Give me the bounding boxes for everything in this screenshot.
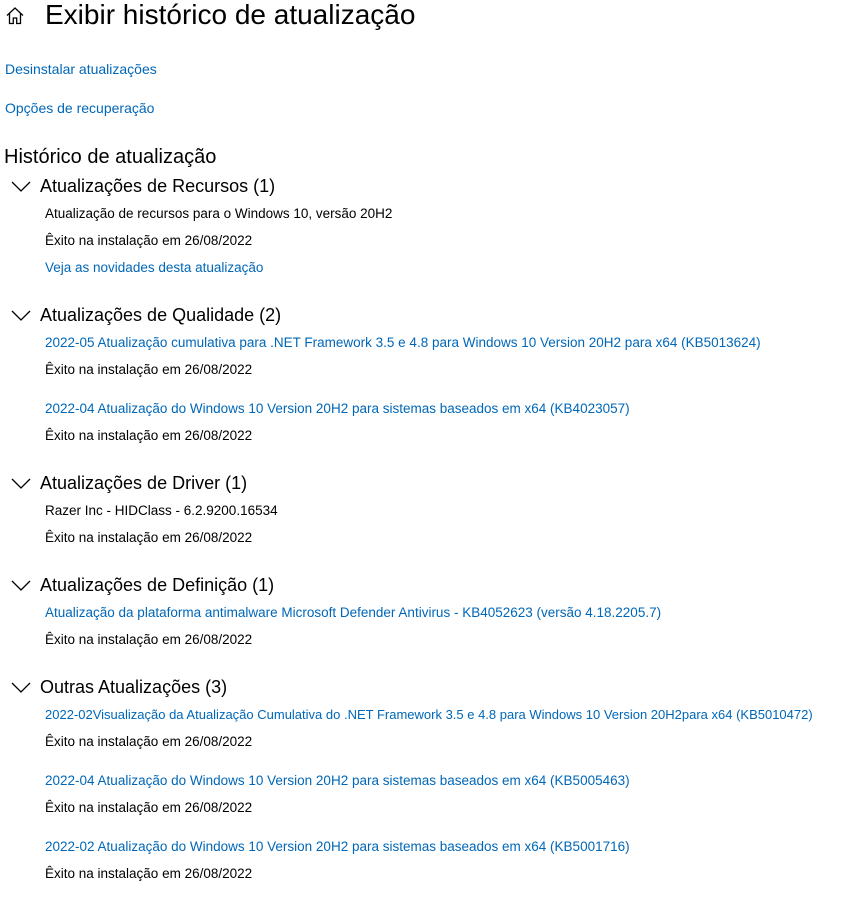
update-status: Êxito na instalação em 26/08/2022	[45, 530, 253, 545]
update-status: Êxito na instalação em 26/08/2022	[45, 233, 253, 248]
recovery-options-link[interactable]: Opções de recuperação	[5, 100, 155, 116]
update-link[interactable]: Atualização da plataforma antimalware Microsoft Defender Antivirus - KB4052623 (versão 4.18.2205.7)	[45, 605, 662, 620]
group-header-feature-updates[interactable]	[10, 174, 410, 198]
update-link[interactable]: 2022-04 Atualização do Windows 10 Version 20H2 para sistemas baseados em x64 (KB4023057)	[45, 401, 630, 416]
group-header-definition-updates[interactable]	[10, 573, 410, 597]
chevron-down-icon	[10, 178, 32, 194]
history-section-title: Histórico de atualização	[4, 146, 217, 168]
group-title: Atualizações de Definição (1)	[40, 575, 275, 595]
update-status: Êxito na instalação em 26/08/2022	[45, 362, 253, 377]
group-title: Atualizações de Qualidade (2)	[40, 305, 282, 325]
chevron-down-icon	[10, 475, 32, 491]
page-title: Exibir histórico de atualização	[45, 0, 416, 30]
update-status: Êxito na instalação em 26/08/2022	[45, 866, 253, 881]
update-status: Êxito na instalação em 26/08/2022	[45, 632, 253, 647]
update-link[interactable]: 2022-02 Atualização do Windows 10 Version 20H2 para sistemas baseados em x64 (KB5001716)	[45, 839, 630, 854]
chevron-down-icon	[10, 577, 32, 593]
chevron-down-icon	[10, 307, 32, 323]
update-name: Atualização de recursos para o Windows 10, versão 20H2	[45, 206, 393, 221]
update-link[interactable]: 2022-04 Atualização do Windows 10 Version 20H2 para sistemas baseados em x64 (KB5005463)	[45, 773, 630, 788]
group-title: Atualizações de Driver (1)	[40, 473, 248, 493]
update-link[interactable]: 2022-02Visualização da Atualização Cumulativa do .NET Framework 3.5 e 4.8 para Windows 10 Version 20H2para x64 (KB5010472)	[45, 707, 813, 722]
update-status: Êxito na instalação em 26/08/2022	[45, 428, 253, 443]
update-status: Êxito na instalação em 26/08/2022	[45, 800, 253, 815]
whats-new-link[interactable]: Veja as novidades desta atualização	[45, 260, 264, 275]
group-header-quality-updates[interactable]	[10, 303, 410, 327]
group-header-other-updates[interactable]	[10, 675, 410, 699]
group-title: Outras Atualizações (3)	[40, 677, 228, 697]
page-header	[0, 0, 859, 34]
update-link[interactable]: 2022-05 Atualização cumulativa para .NET Framework 3.5 e 4.8 para Windows 10 Version 20H2 para x64 (KB5013624)	[45, 335, 761, 350]
chevron-down-icon	[10, 679, 32, 695]
update-name: Razer Inc - HIDClass - 6.2.9200.16534	[45, 503, 278, 518]
group-title: Atualizações de Recursos (1)	[40, 176, 276, 196]
home-icon[interactable]	[5, 6, 25, 26]
group-header-driver-updates[interactable]	[10, 471, 410, 495]
uninstall-updates-link[interactable]: Desinstalar atualizações	[5, 61, 157, 77]
update-status: Êxito na instalação em 26/08/2022	[45, 734, 253, 749]
